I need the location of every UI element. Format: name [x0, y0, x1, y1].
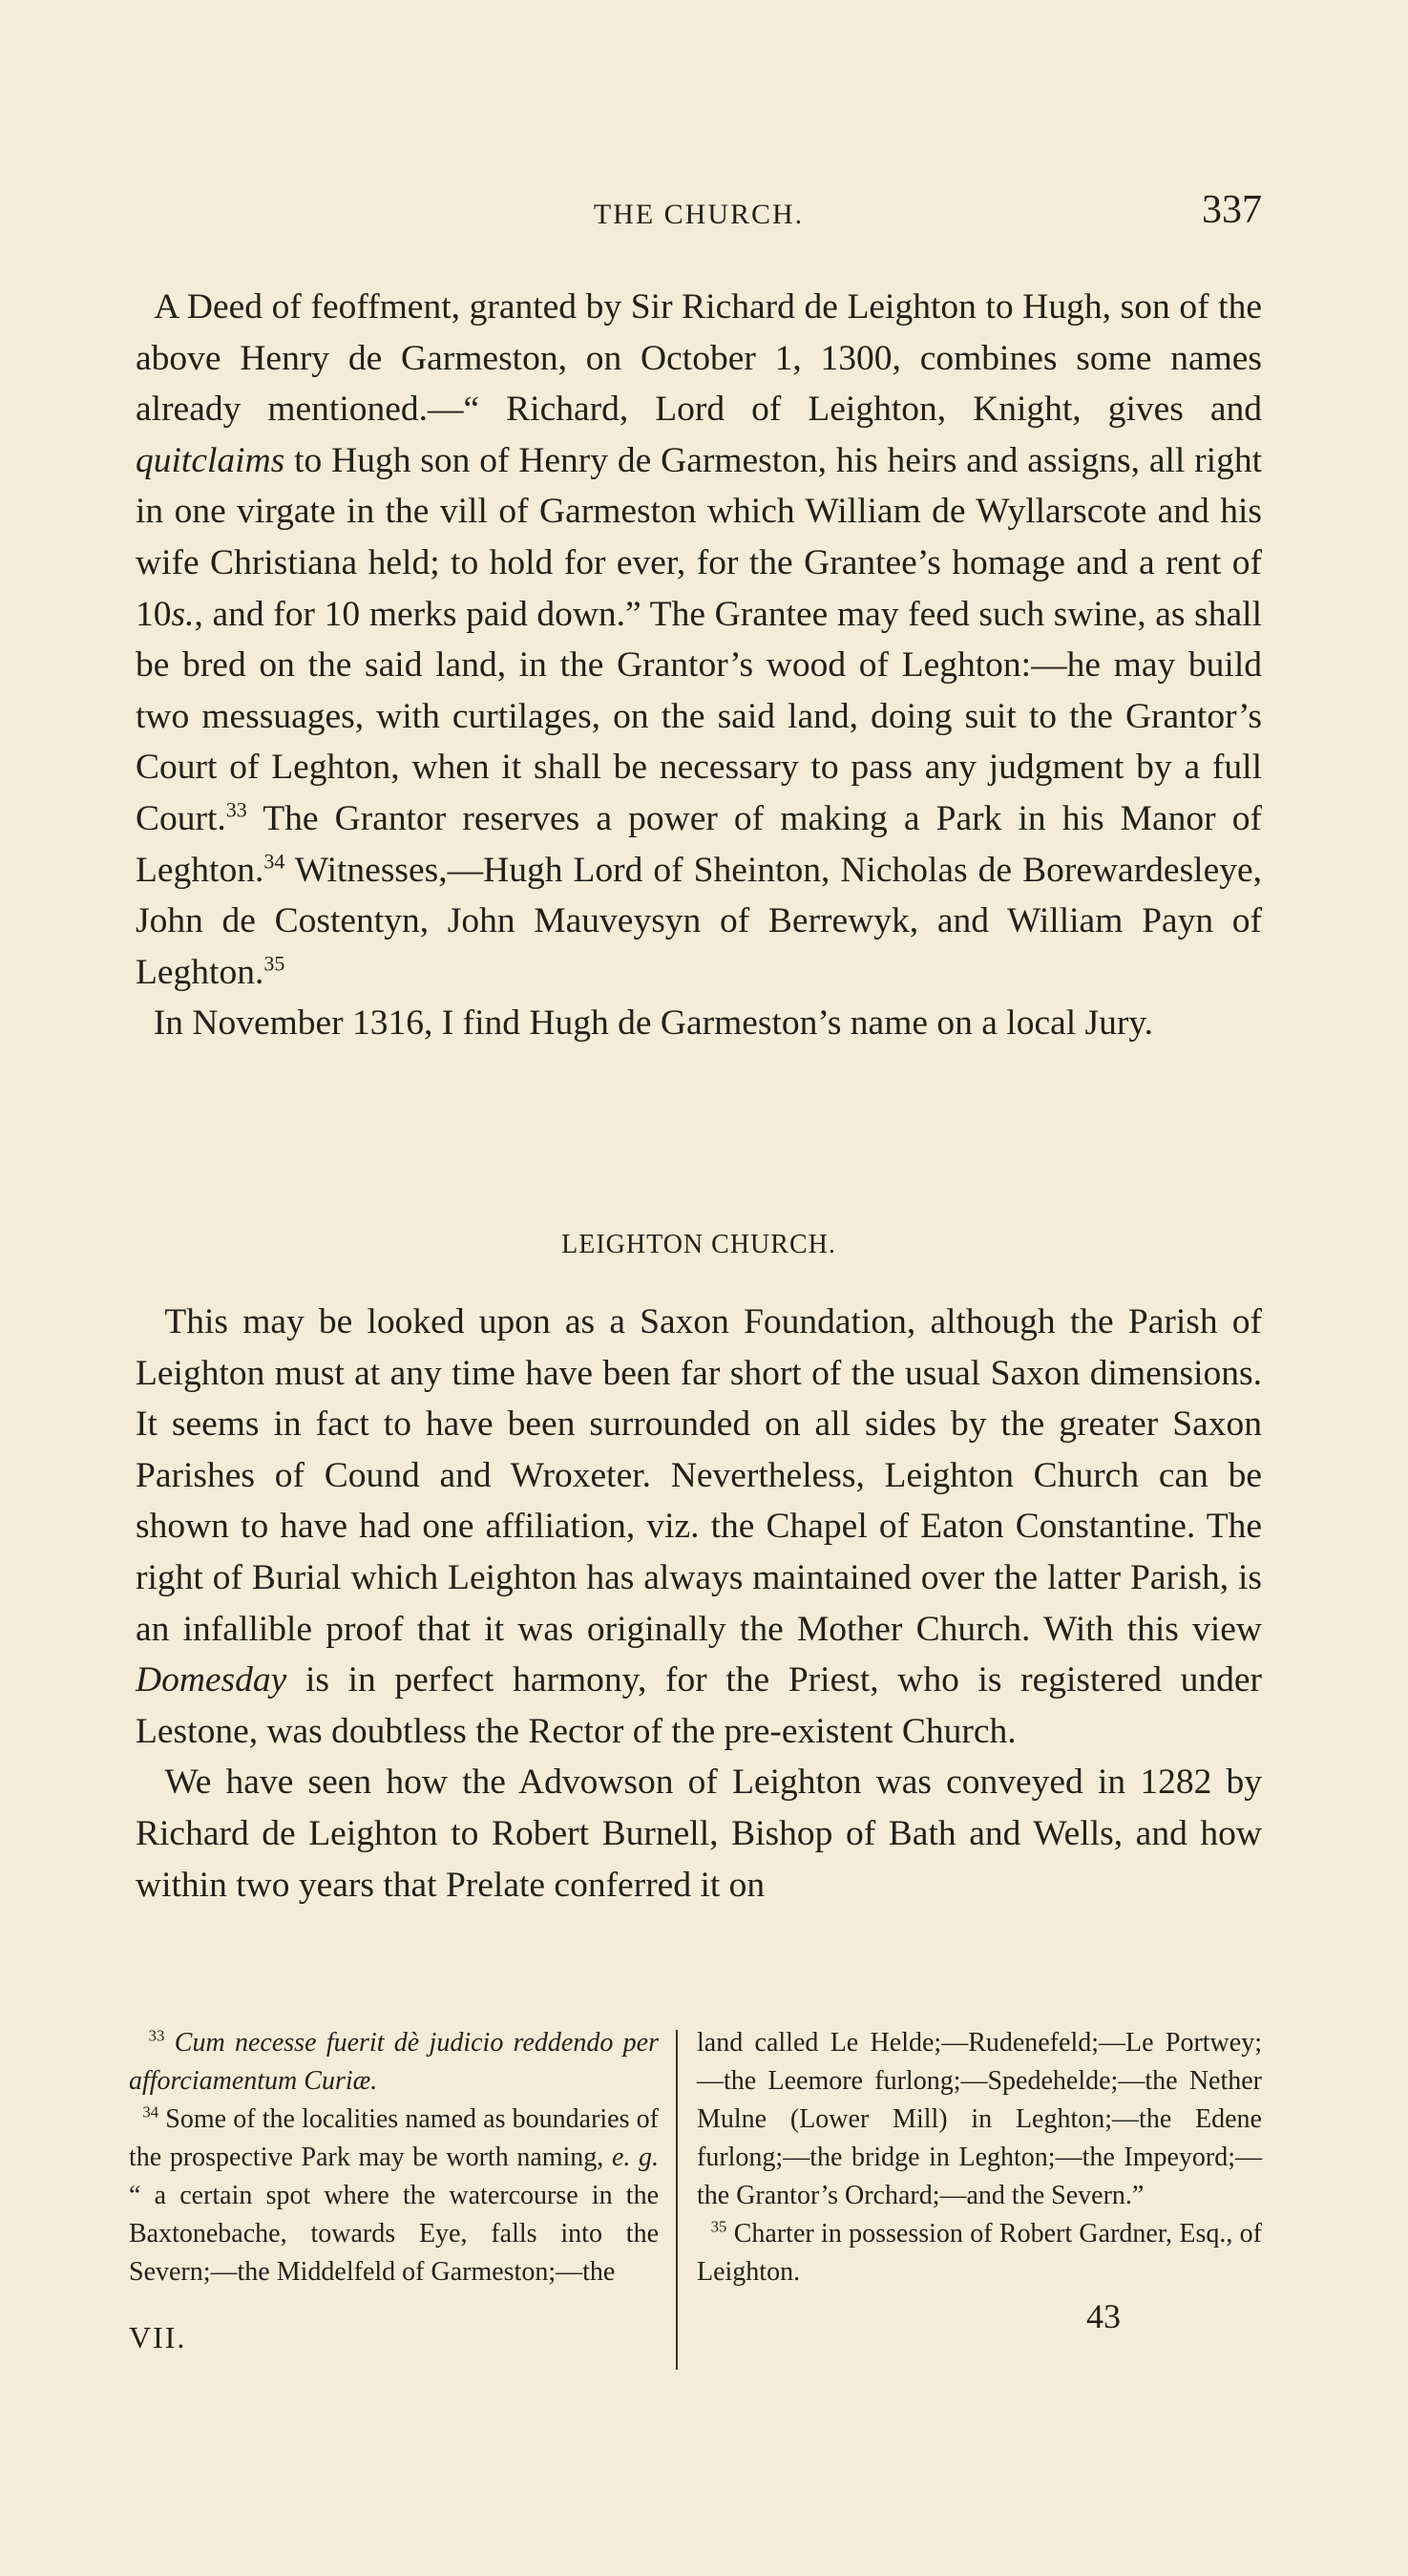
footnote-text: Charter in possession of Robert Gardner, Esq., of Leighton.: [697, 2219, 1263, 2287]
paragraph-text: The Grantor reserves a power of making a Park in his Manor of Leghton.: [136, 798, 1262, 890]
footnote-number: 35: [710, 2217, 727, 2236]
page-number: 337: [1202, 188, 1262, 232]
footnote-ref-33[interactable]: 33: [225, 797, 247, 822]
footnote-34: [129, 2101, 659, 2291]
footnote-italic: e. g.: [611, 2143, 659, 2172]
footnotes-right-column: [697, 2024, 1262, 2291]
paragraph-text: This may be looked upon as a Saxon Foundation, although the Parish of Leighton must at any time have been far short of the usual Saxon dimensions. It seems in fact to have been surrounded on all sides by the greater Saxon Parishes of Cound and Wroxeter. Nevertheless, Leighton Church can be shown to have had one affiliation, viz. the Chapel of Eaton Constantine. The right of Burial which Leighton has always maintained over the latter Parish, is an infallible proof that it was originally the Mother Church. With this view: [136, 1302, 1263, 1649]
sheet-number: 43: [1086, 2297, 1121, 2335]
footnote-text: land called Le Helde;—Rudenefeld;—Le Portwey;—the Leemore furlong;—Spedehelde;—the Nether Mulne (Lower Mill) in Leghton;—the Edene furlong;—the bridge in Leghton;—the Impeyord;—the Grantor’s Orchard;—and the Severn.”: [697, 2028, 1262, 2210]
column-divider: [676, 2030, 678, 2370]
footnote-ref-35[interactable]: 35: [263, 951, 285, 976]
paragraph-text: , and for 10 merks paid down.” The Grantee may feed such swine, as shall be bred on the said land, in the Grantor’s wood of Leghton:—he may build two messuages, with curtilages, on the said land, doing suit to the Grantor’s Court of Leghton, when it shall be necessary to pass any judgment by a full Court.: [136, 594, 1262, 838]
page-header: [136, 187, 1262, 237]
paragraph-text: We have seen how the Advowson of Leighton was conveyed in 1282 by Richard de Leighton to Robert Burnell, Bishop of Bath and Wells, and how within two years that Prelate conferred it on: [136, 1763, 1262, 1905]
paragraph-text: is in perfect harmony, for the Priest, who is registered under Lestone, was doubtless the Rector of the pre-existent Church.: [136, 1660, 1262, 1751]
footnote-number: 34: [142, 2102, 159, 2122]
footnote-number: 33: [148, 2026, 165, 2045]
footnote-ref-34[interactable]: 34: [263, 849, 285, 874]
body-text-upper: [136, 282, 1262, 1049]
paragraph-deed: [136, 282, 1262, 998]
italic-term: Domesday: [136, 1660, 287, 1700]
footnote-33: [129, 2024, 659, 2101]
footnote-text: Some of the localities named as boundaries of the prospective Park may be worth naming,: [129, 2104, 660, 2172]
footnote-text: Cum necesse fuerit dè judicio reddendo per afforciamentum Curiæ.: [129, 2028, 660, 2096]
paragraph-text: In November 1316, I find Hugh de Garmeston’s name on a local Jury.: [153, 1003, 1154, 1044]
paragraph-text: A Deed of feoffment, granted by Sir Richard de Leighton to Hugh, son of the above Henry de Garmeston, on October 1, 1300, combines some names already mentioned.—“ Richard, Lord of Leighton, Knight, gives and: [136, 287, 1262, 430]
paragraph-foundation: [136, 1297, 1262, 1757]
running-title: THE CHURCH.: [593, 199, 805, 230]
paragraph-jury: [136, 998, 1262, 1049]
signature-mark: VII.: [129, 2320, 187, 2354]
paragraph-advowson: [136, 1757, 1262, 1911]
footnotes-left-column: [129, 2024, 659, 2291]
footnotes: [129, 2024, 1262, 2425]
paragraph-text: to Hugh son of Henry de Garmeston, his heirs and assigns, all right in one virgate in the vill of Garmeston which William de Wyllarscote and his wife Christiana held; to hold for ever, for the Grantee’s homage and a rent of 10: [136, 440, 1262, 634]
footnote-34-continued: [697, 2024, 1262, 2215]
footnote-35: [697, 2215, 1262, 2291]
footnote-text: “ a certain spot where the watercourse in the Baxtonebache, towards Eye, falls into the Severn;—the Middelfeld of Garmeston;—the: [129, 2181, 659, 2287]
paragraph-text: Witnesses,—Hugh Lord of Sheinton, Nicholas de Borewardesleye, John de Costentyn, John Mauveysyn of Berrewyk, and William Payn of Leghton.: [136, 850, 1262, 992]
section-heading: LEIGHTON CHURCH.: [561, 1230, 836, 1259]
italic-term: quitclaims: [136, 440, 285, 480]
body-text-lower: [136, 1297, 1262, 1911]
italic-term: s.: [171, 594, 195, 634]
